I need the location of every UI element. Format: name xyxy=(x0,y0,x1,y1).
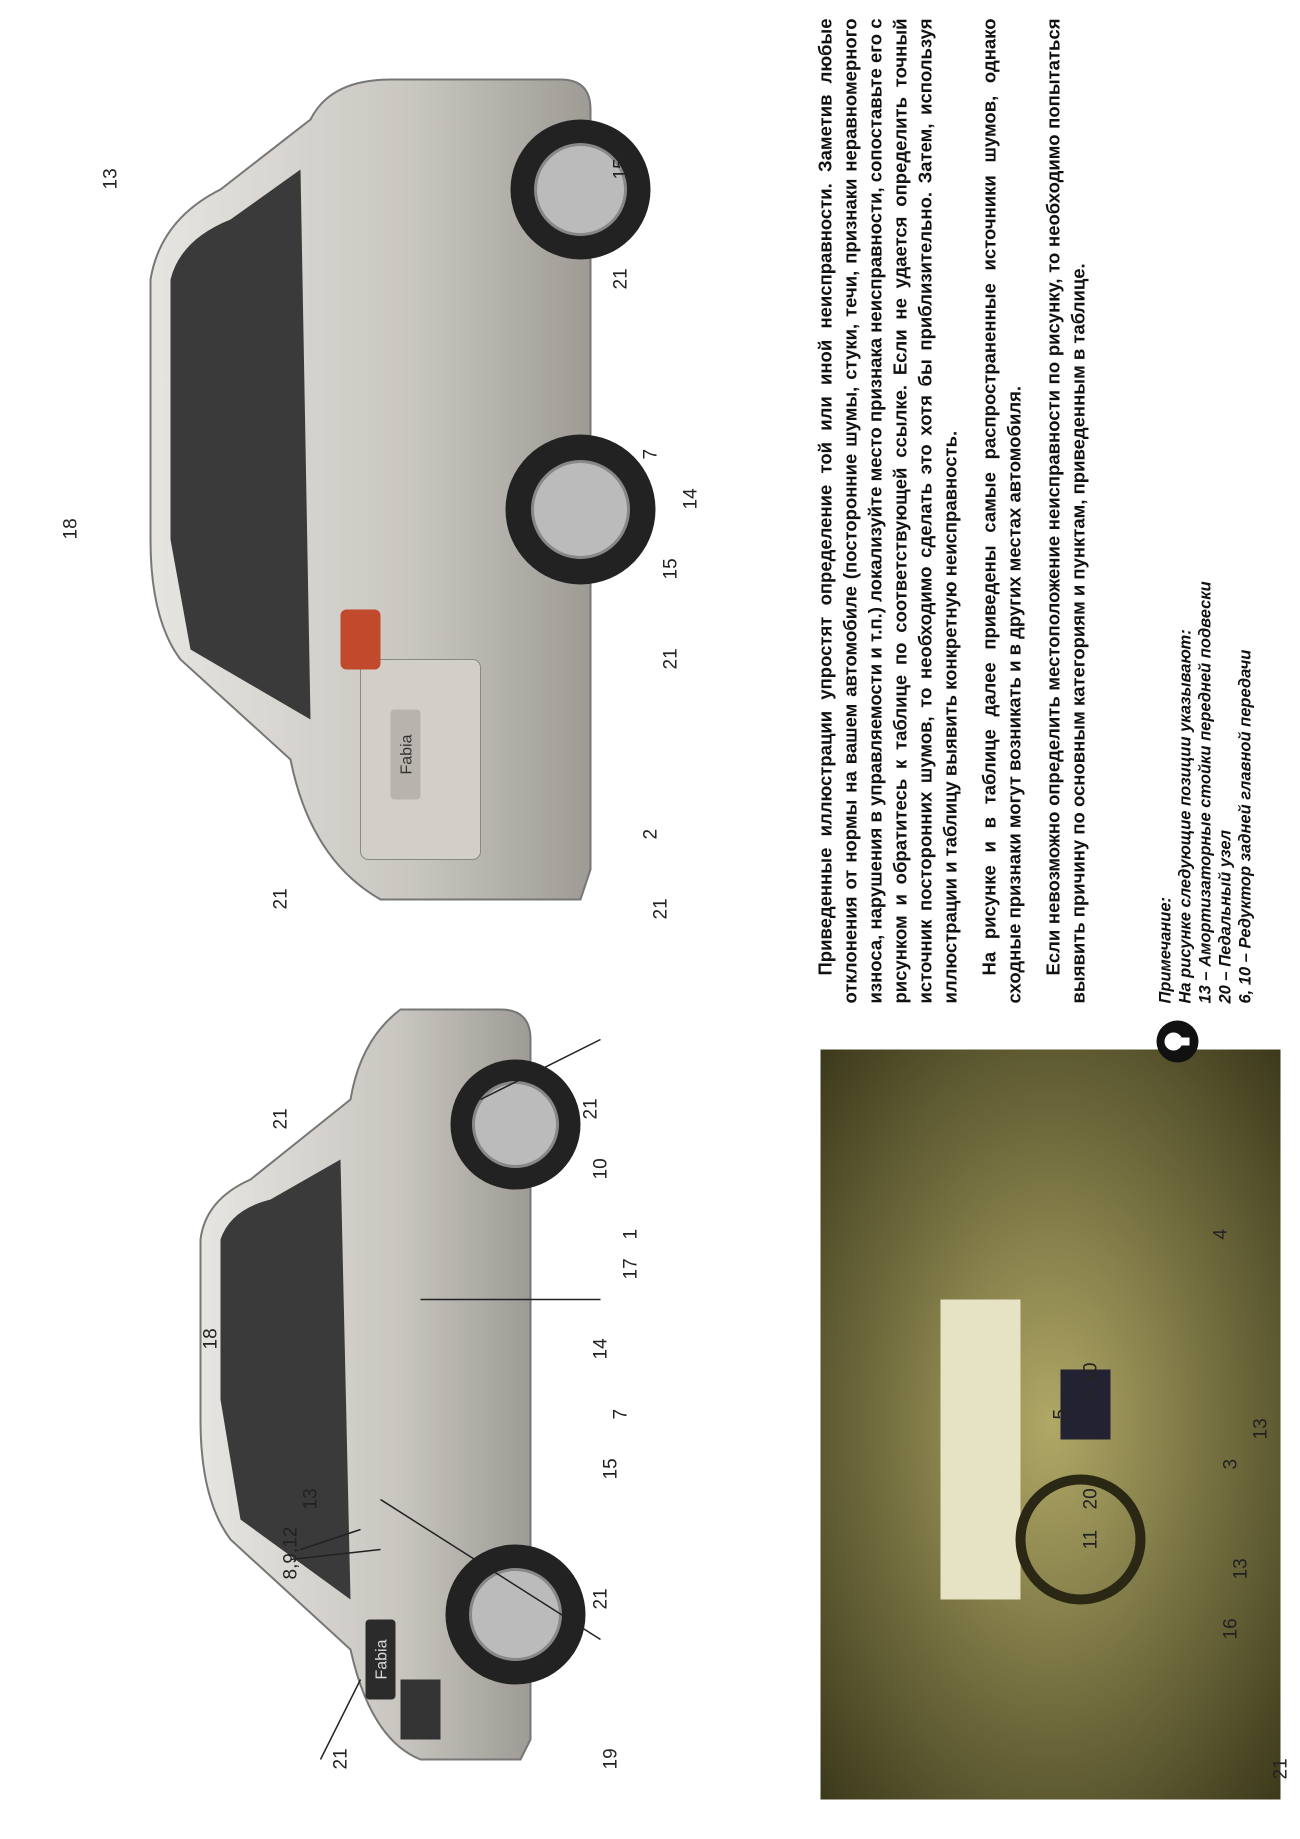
callout-label: 17 xyxy=(620,1257,641,1279)
callout-label: 15 xyxy=(610,157,631,179)
callout-label: 21 xyxy=(270,887,291,909)
callout-label: 10 xyxy=(590,1157,611,1179)
callout-label: 16 xyxy=(1220,1617,1241,1639)
main-text xyxy=(812,18,1104,1003)
callout-label: 5 xyxy=(1050,1408,1071,1419)
front-rim xyxy=(470,1569,560,1659)
rear-rim xyxy=(473,1082,557,1166)
callout-label: 21 xyxy=(270,1107,291,1129)
note-title: Примечание: xyxy=(1156,896,1174,1003)
tail-light xyxy=(340,609,380,669)
callout-label: 15 xyxy=(600,1457,621,1479)
callout-label: 7 xyxy=(610,1408,631,1419)
windshield xyxy=(940,1299,1020,1599)
callout-label: 13 xyxy=(1230,1557,1251,1579)
callout-label: 15 xyxy=(660,557,681,579)
interior-photo xyxy=(820,1049,1280,1799)
callout-label: 13 xyxy=(300,1487,321,1509)
note-item-3: 6, 10 – Редуктор задней главной передачи xyxy=(1236,649,1254,1003)
callout-label: 14 xyxy=(590,1337,611,1359)
car-badge: Fabia xyxy=(373,1638,390,1680)
paragraph-2: На рисунке и в таблице далее приведены самые распространенные источники шумов, однако сходные признаки могут возникать и в других местах автомобиля. xyxy=(978,18,1024,1003)
note-item-2: 20 – Педальный узел xyxy=(1216,829,1234,1003)
callout-label: 1 xyxy=(620,1228,641,1239)
callout-label: 14 xyxy=(680,487,701,509)
callout-label: 6,10 xyxy=(1080,1362,1101,1399)
callout-label: 11 xyxy=(1080,1529,1101,1549)
callout-label: 13 xyxy=(1250,1417,1271,1439)
callout-label: 21 xyxy=(610,267,631,289)
callout-label: 18 xyxy=(200,1327,221,1349)
callout-label: 7 xyxy=(640,448,661,459)
callout-label: 21 xyxy=(1270,1757,1291,1779)
callout-label: 4 xyxy=(1210,1228,1231,1239)
callout-label: 21 xyxy=(590,1587,611,1609)
callout-label: 13 xyxy=(100,167,121,189)
note-block xyxy=(1155,243,1255,1003)
front-grille xyxy=(400,1679,440,1739)
callout-label: 3 xyxy=(1220,1458,1241,1469)
note-item-1: 13 – Амортизаторные стойки передней подвески xyxy=(1196,580,1214,1003)
callout-label: 21 xyxy=(330,1747,351,1769)
car-badge: Fabia xyxy=(398,733,415,775)
note-intro: На рисунке следующие позиции указывают: xyxy=(1176,628,1194,1003)
car-side-figure xyxy=(60,979,640,1799)
paragraph-3: Если невозможно определить местоположение неисправности по рисунку, то необходимо попытаться выявить причину по основным категориям и пунктам, приведенным в таблице. xyxy=(1042,18,1088,1003)
car-windows xyxy=(170,169,310,719)
callout-label: 2 xyxy=(640,828,661,839)
callout-label: 21 xyxy=(660,647,681,669)
callout-label: 21 xyxy=(650,897,671,919)
interior-figure xyxy=(820,1049,1280,1799)
rear-rim xyxy=(532,461,628,557)
callout-label: 21 xyxy=(580,1097,601,1119)
callout-label: 8,9,12 xyxy=(280,1526,301,1579)
note-bulb-icon xyxy=(1155,1019,1199,1063)
callout-label: 18 xyxy=(60,517,81,539)
paragraph-1: Приведенные иллюстрации упростят определение той или иной неисправности. Заметив любые отклонения от нормы на вашем автомобиле (посторонние шумы, стуки, течи, признаки неравномерного износа, нарушения в управляемости и т.п.) локализуйте место признака неисправности, сопоставьте его с рисунком и обратитесь к таблице по соответствующей ссылке. Если не удается определить точный источник посторонних шумов, то необходимо сделать это хотя бы приблизительно. Затем, используя иллюстрации и таблицу выявить конкретную неисправность. xyxy=(814,18,960,1003)
callout-label: 19 xyxy=(600,1747,621,1769)
callout-label: 20 xyxy=(1080,1487,1101,1509)
